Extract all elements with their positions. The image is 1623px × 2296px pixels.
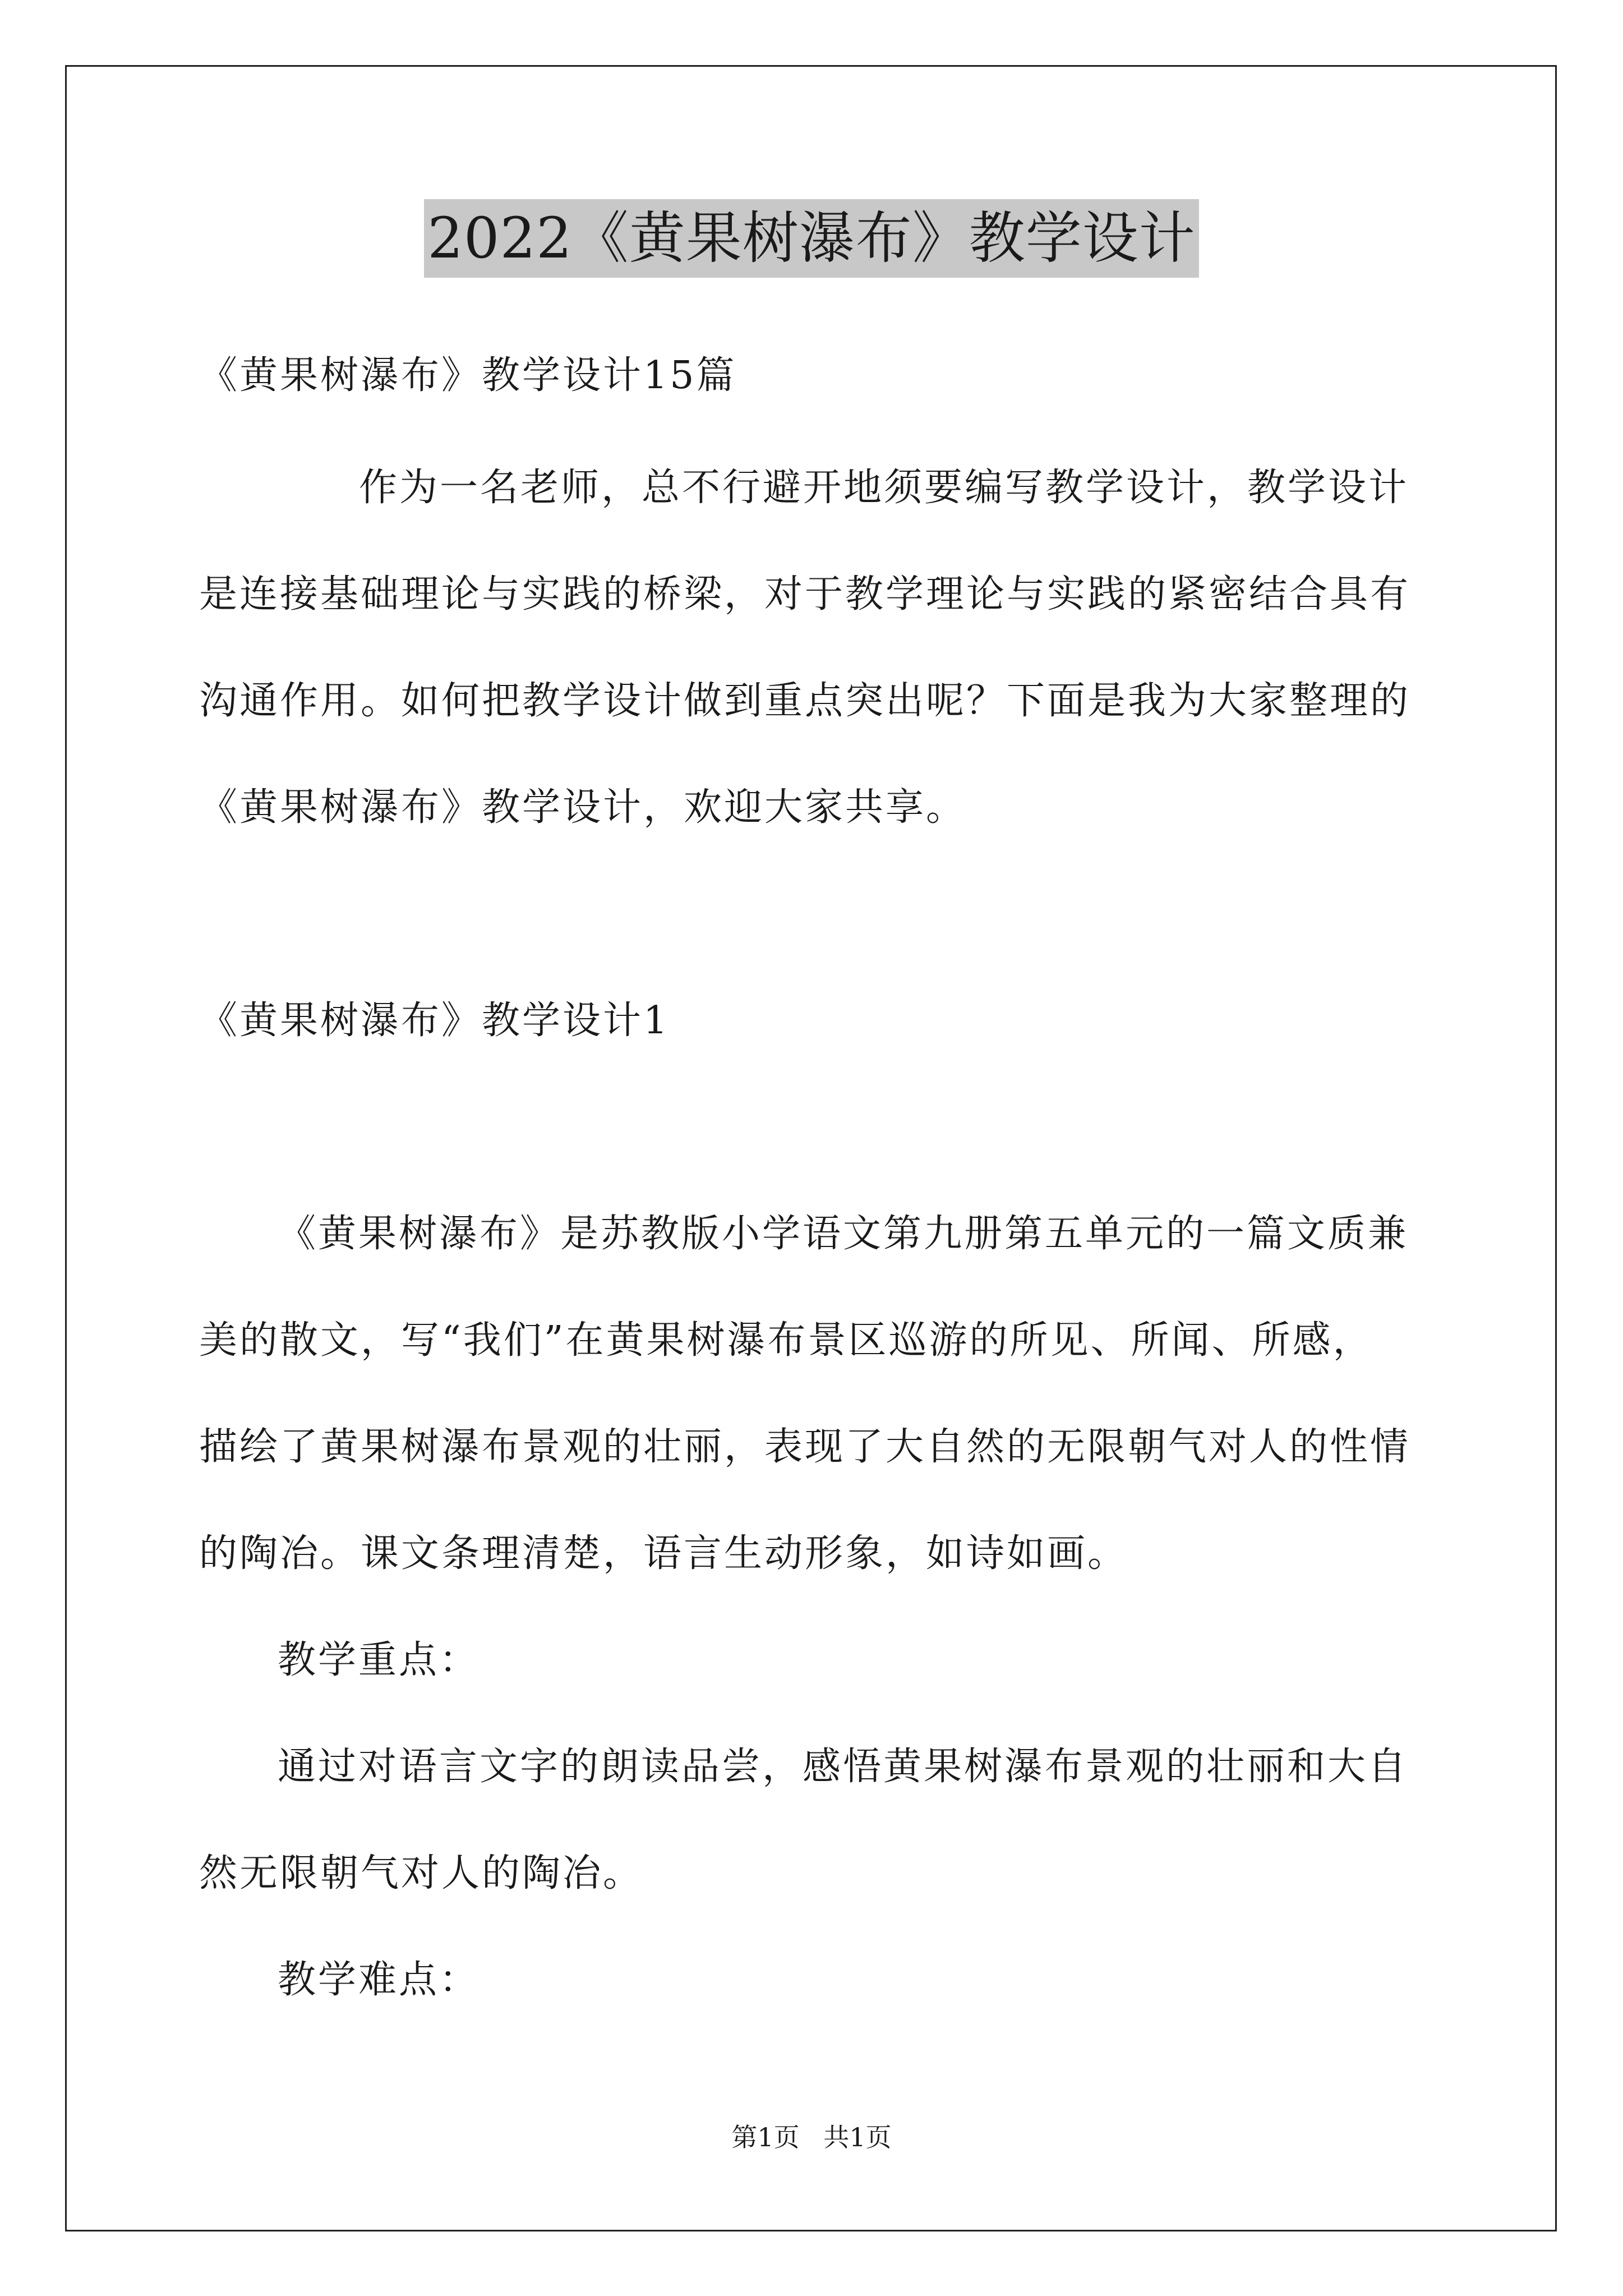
body-line-3: 描绘了黄果树瀑布景观的壮丽，表现了大自然的无限朝气对人的性情: [199, 1425, 1411, 1469]
intro-line-2: 是连接基础理论与实践的桥梁，对于教学理论与实践的紧密结合具有: [199, 572, 1411, 616]
key-point-label: 教学重点：: [278, 1638, 480, 1682]
intro-line-1: 作为一名老师，总不行避开地须要编写教学设计，教学设计: [359, 466, 1409, 510]
intro-line-4: 《黄果树瀑布》教学设计，欢迎大家共享。: [199, 785, 967, 830]
body-line-2: 美的散文，写“我们”在黄果树瀑布景区巡游的所见、所闻、所感，: [199, 1318, 1373, 1363]
document-subtitle: 《黄果树瀑布》教学设计15篇: [199, 353, 737, 398]
key-point-line-1: 通过对语言文字的朗读品尝，感悟黄果树瀑布景观的壮丽和大自: [278, 1745, 1409, 1789]
page-number-total: 共1页: [823, 2122, 892, 2152]
title-container: [0, 199, 1623, 278]
page-number-current: 第1页: [731, 2122, 800, 2152]
body-line-1: 《黄果树瀑布》是苏教版小学语文第九册第五单元的一篇文质兼: [278, 1212, 1409, 1256]
body-line-4: 的陶冶。课文条理清楚，语言生动形象，如诗如画。: [199, 1531, 1128, 1576]
page-footer: [0, 2120, 1623, 2154]
intro-line-3: 沟通作用。如何把教学设计做到重点突出呢？下面是我为大家整理的: [199, 679, 1411, 723]
document-title: 2022《黄果树瀑布》教学设计: [424, 199, 1199, 278]
difficulty-label: 教学难点：: [278, 1958, 480, 2002]
key-point-line-2: 然无限朝气对人的陶冶。: [199, 1851, 644, 1895]
section-heading: 《黄果树瀑布》教学设计1: [199, 999, 670, 1043]
